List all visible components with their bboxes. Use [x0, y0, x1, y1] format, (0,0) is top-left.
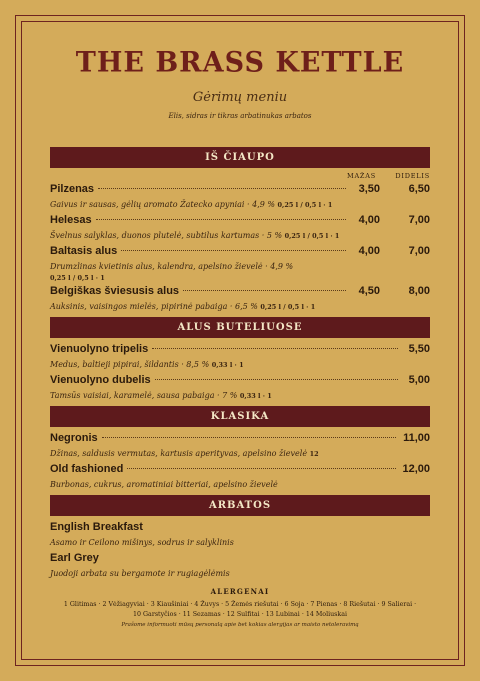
- item-price-small: 3,50: [358, 183, 380, 195]
- item-size: 0,33 l · 1: [239, 392, 272, 400]
- allergens-title: ALERGENAI: [210, 587, 270, 596]
- item-price-large: 7,00: [408, 245, 430, 257]
- leader-dots: [98, 188, 346, 189]
- menu-title: THE BRASS KETTLE: [75, 46, 405, 79]
- leader-dots: [183, 290, 346, 291]
- leader-dots: [102, 437, 396, 438]
- item-price-large: 8,00: [408, 285, 430, 297]
- item-price: 11,00: [403, 432, 430, 444]
- item-price-small: 4,00: [358, 214, 380, 226]
- menu-item: [50, 183, 430, 211]
- column-header-small: MAŽAS: [346, 172, 376, 180]
- item-size: 0,25 l / 0,5 l · 1: [284, 232, 340, 240]
- menu-item: [50, 374, 430, 402]
- item-name: Pilzenas: [50, 183, 95, 195]
- item-name: Helesas: [50, 214, 92, 226]
- item-name: Old fashioned: [50, 463, 124, 475]
- item-size: 0,25 l / 0,5 l · 1: [277, 201, 333, 209]
- item-allergen-code: 12: [309, 450, 319, 458]
- item-description: Drumzlinas kvietinis alus, kalendra, apelsino žievelė · 4,9 %: [50, 262, 294, 271]
- item-description: Tamsūs vaisiai, karamelė, sausa pabaiga · 7 %: [50, 391, 238, 400]
- menu-item: [50, 245, 430, 284]
- item-price: 5,00: [408, 374, 430, 386]
- menu-item: [50, 432, 430, 460]
- menu-subtitle: Gėrimų meniu: [192, 90, 288, 105]
- item-description: Asamo ir Ceilono mišinys, sodrus ir salyklinis: [50, 538, 234, 547]
- item-size: 0,25 l / 0,5 l · 1: [260, 303, 316, 311]
- menu-item: [50, 552, 430, 579]
- item-description: Burbonas, cukrus, aromatiniai bitteriai, apelsino žievelė: [50, 480, 278, 489]
- item-price: 5,50: [408, 343, 430, 355]
- item-price-small: 4,50: [358, 285, 380, 297]
- item-name: Negronis: [50, 432, 98, 444]
- leader-dots: [155, 379, 398, 380]
- allergens-line: 1 Glitimas · 2 Vėžiagyviai · 3 Kiaušiniai · 4 Žuvys · 5 Žemės riešutai · 6 Soja · 7 Pienas · 8 Riešutai · 9 Salierai ·: [63, 601, 417, 608]
- leader-dots: [127, 468, 396, 469]
- menu-item: [50, 343, 430, 371]
- menu-item: [50, 463, 430, 490]
- menu-item: [50, 214, 430, 242]
- item-size: 0,33 l · 1: [211, 361, 244, 369]
- item-price-large: 7,00: [408, 214, 430, 226]
- menu-tagline: Elis, sidras ir tikras arbatinukas arbatos: [168, 112, 312, 120]
- item-description: Medus, baltieji pipirai, šildantis · 8,5 %: [50, 360, 210, 369]
- section-header-draft: IŠ ČIAUPO: [50, 147, 430, 168]
- item-price: 12,00: [402, 463, 430, 475]
- item-description: Gaivus ir sausas, gėlių aromato Žatecko apyniai · 4,9 %: [50, 200, 275, 209]
- item-description: Auksinis, vaisingos mielės, pipirinė pabaiga · 6,5 %: [50, 302, 258, 311]
- item-description: Džinas, saldusis vermutas, kartusis aperityvas, apelsino žievelė: [50, 449, 308, 458]
- item-name: Belgiškas šviesusis alus: [50, 285, 180, 297]
- allergens-line: 10 Garstyčios · 11 Sezamas · 12 Sulfitai · 13 Lubinai · 14 Moliuskai: [133, 611, 347, 618]
- allergens-list: [46, 600, 434, 620]
- menu-item: [50, 521, 430, 548]
- item-description: Švelnus salyklas, duonos plutelė, subtilus kartumas · 5 %: [50, 231, 283, 240]
- item-description: Juodoji arbata su bergamote ir rugiagėlėmis: [50, 569, 230, 578]
- section-header-teas: ARBATOS: [50, 495, 430, 516]
- allergens-note: Prašome informuoti mūsų personalą apie bet kokias alergijas ar maisto netoleravimą: [121, 622, 359, 628]
- item-price-small: 4,00: [358, 245, 380, 257]
- section-header-bottled: ALUS BUTELIUOSE: [50, 317, 430, 338]
- column-header-large: DIDELIS: [395, 172, 430, 180]
- section-header-classics: KLASIKA: [50, 406, 430, 427]
- item-name: Vienuolyno tripelis: [50, 343, 149, 355]
- item-price-large: 6,50: [408, 183, 430, 195]
- leader-dots: [152, 348, 398, 349]
- item-name: Earl Grey: [50, 552, 99, 564]
- item-name: Vienuolyno dubelis: [50, 374, 151, 386]
- leader-dots: [96, 219, 346, 220]
- item-name: English Breakfast: [50, 521, 143, 533]
- item-name: Baltasis alus: [50, 245, 118, 257]
- item-size: 0,25 l / 0,5 l · 1: [50, 274, 105, 282]
- leader-dots: [121, 250, 346, 251]
- menu-item: [50, 285, 430, 313]
